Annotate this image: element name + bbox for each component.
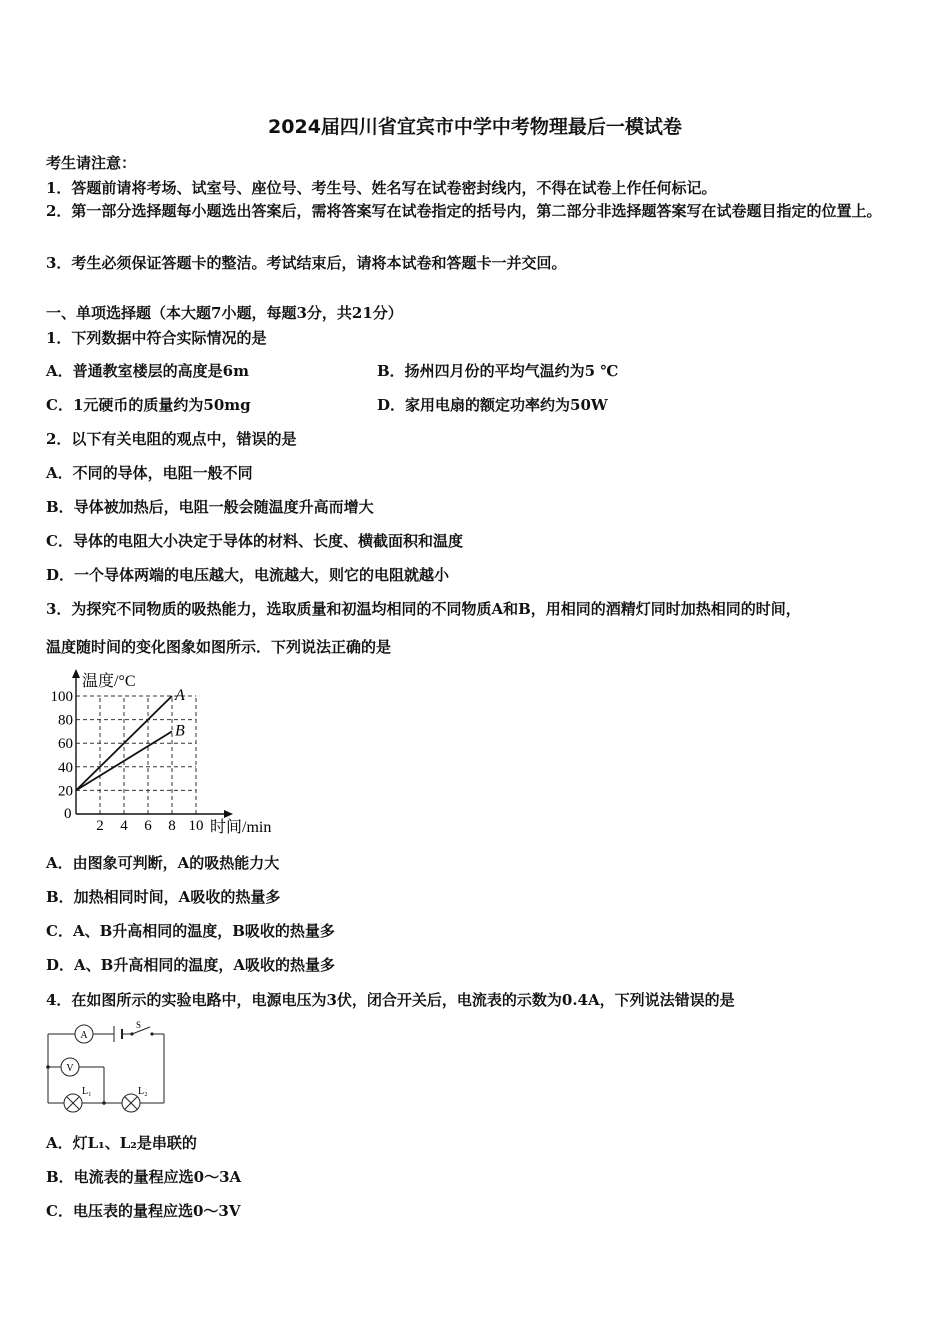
notice-item-1: 1．答题前请将考场、试室号、座位号、考生号、姓名写在试卷密封线内，不得在试卷上作任何标记。 bbox=[46, 179, 717, 197]
q3-option-a[interactable]: A．由图象可判断，A的吸热能力大 bbox=[46, 854, 280, 872]
x-tick-label-6: 6 bbox=[144, 818, 152, 834]
x-tick-label-2: 2 bbox=[96, 818, 104, 834]
section-heading: 一、单项选择题（本大题7小题，每题3分，共21分） bbox=[46, 304, 403, 322]
q3-stem-line1: 3．为探究不同物质的吸热能力，选取质量和初温均相同的不同物质A和B，用相同的酒精灯同时加热相同的时间， bbox=[46, 600, 801, 618]
q4-option-c[interactable]: C．电压表的量程应选0～3V bbox=[46, 1202, 241, 1220]
x-tick-label-4: 4 bbox=[120, 818, 128, 834]
q2-option-c[interactable]: C．导体的电阻大小决定于导体的材料、长度、横截面积和温度 bbox=[46, 532, 463, 550]
q1-stem: 1．下列数据中符合实际情况的是 bbox=[46, 329, 267, 347]
notice-heading: 考生请注意： bbox=[46, 154, 137, 172]
q2-option-a[interactable]: A．不同的导体，电阻一般不同 bbox=[46, 464, 253, 482]
y-tick-label-80: 80 bbox=[58, 712, 73, 729]
x-axis-arrow bbox=[224, 810, 233, 818]
y-tick-label-60: 60 bbox=[58, 736, 73, 753]
q4-option-b[interactable]: B．电流表的量程应选0～3A bbox=[46, 1168, 242, 1186]
page-title: 2024届四川省宜宾市中学中考物理最后一模试卷 bbox=[268, 116, 682, 138]
q4-option-a[interactable]: A．灯L₁、L₂是串联的 bbox=[46, 1134, 197, 1152]
x-tick-label-10: 10 bbox=[188, 818, 204, 834]
lamp-l1-icon bbox=[64, 1094, 82, 1112]
q2-stem: 2．以下有关电阻的观点中，错误的是 bbox=[46, 430, 297, 448]
q3-stem-line2: 温度随时间的变化图象如图所示．下列说法正确的是 bbox=[46, 638, 392, 656]
q4-stem: 4．在如图所示的实验电路中，电源电压为3伏，闭合开关后，电流表的示数为0.4A，下列说法错误的是 bbox=[46, 991, 735, 1009]
notice-item-2: 2．第一部分选择题每小题选出答案后，需将答案写在试卷指定的括号内，第二部分非选择题答案写在试卷题目指定的位置上。 bbox=[46, 202, 882, 220]
series-label-A: A bbox=[175, 687, 185, 704]
q1-option-d[interactable]: D．家用电扇的额定功率约为50W bbox=[377, 396, 608, 414]
q1-option-c[interactable]: C．1元硬币的质量约为50mg bbox=[46, 396, 251, 414]
voltmeter-symbol bbox=[61, 1058, 79, 1076]
ammeter-label: A bbox=[80, 1030, 88, 1041]
lamp-l1-label: L₁ bbox=[82, 1086, 92, 1097]
y-axis-arrow bbox=[72, 669, 80, 678]
ammeter-symbol bbox=[75, 1025, 93, 1043]
y-tick-label-100: 100 bbox=[50, 689, 73, 705]
lamp-l2-label: L₂ bbox=[138, 1086, 148, 1097]
x-tick-label-8: 8 bbox=[168, 818, 176, 834]
notice-item-3: 3．考生必须保证答题卡的整洁。考试结束后，请将本试卷和答题卡一并交回。 bbox=[46, 254, 567, 272]
q2-option-d[interactable]: D．一个导体两端的电压越大，电流越大，则它的电阻就越小 bbox=[46, 566, 450, 584]
q2-option-b[interactable]: B．导体被加热后，电阻一般会随温度升高而增大 bbox=[46, 498, 374, 516]
y-tick-label-40: 40 bbox=[58, 759, 73, 776]
x-axis-label: 时间/min bbox=[210, 819, 272, 836]
q1-option-b[interactable]: B．扬州四月份的平均气温约为5 ℃ bbox=[377, 362, 619, 380]
temperature-time-chart bbox=[40, 668, 290, 840]
circuit-diagram bbox=[40, 1018, 170, 1116]
y-tick-label-20: 20 bbox=[58, 783, 73, 800]
y-axis-label: 温度/°C bbox=[82, 673, 136, 690]
q1-option-a[interactable]: A．普通教室楼层的高度是6m bbox=[46, 362, 249, 380]
q3-option-d[interactable]: D．A、B升高相同的温度，A吸收的热量多 bbox=[46, 956, 335, 974]
chart-grid bbox=[76, 696, 196, 814]
q3-option-c[interactable]: C．A、B升高相同的温度，B吸收的热量多 bbox=[46, 922, 335, 940]
q3-option-b[interactable]: B．加热相同时间，A吸收的热量多 bbox=[46, 888, 281, 906]
voltmeter-label: V bbox=[66, 1063, 74, 1074]
switch-label: S bbox=[136, 1020, 142, 1030]
origin-label: 0 bbox=[64, 806, 72, 822]
series-label-B: B bbox=[175, 722, 185, 740]
